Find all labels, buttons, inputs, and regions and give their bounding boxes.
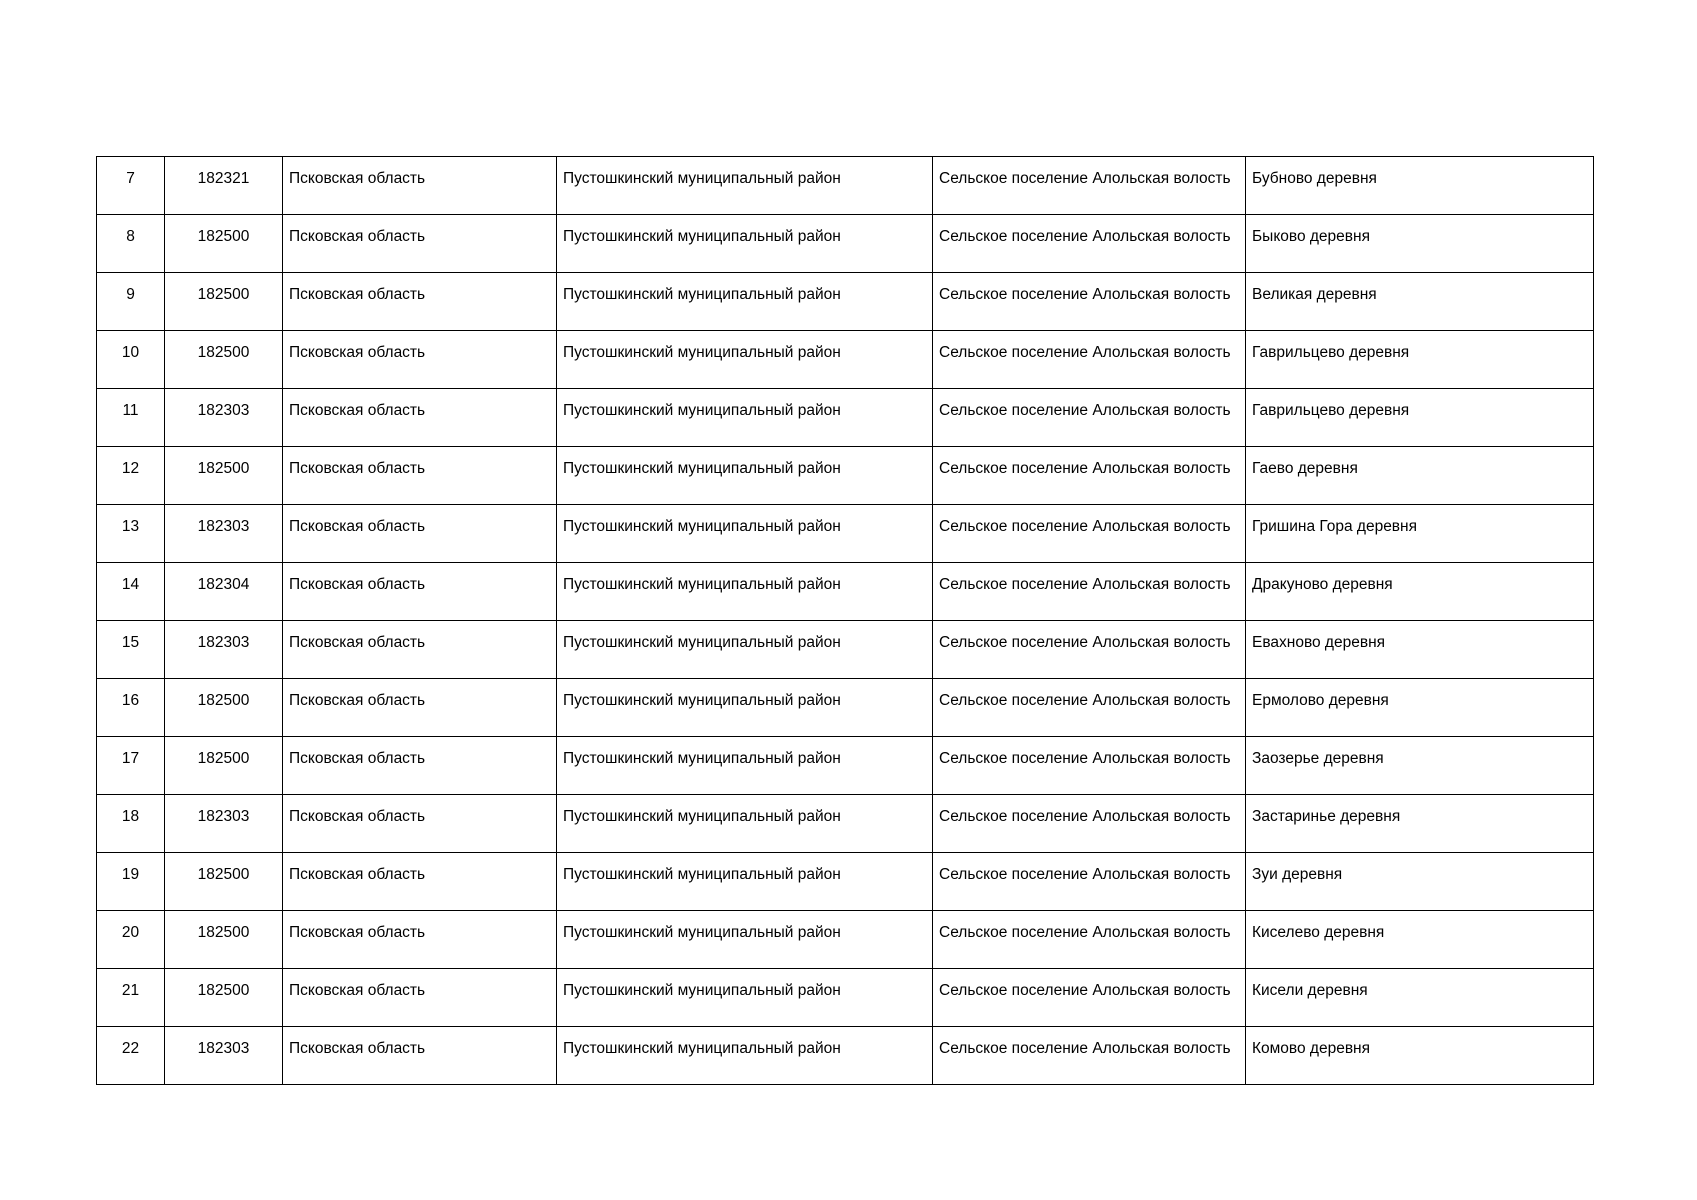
settlement-cell: Сельское поселение Алольская волость <box>933 969 1246 1027</box>
table-row <box>97 969 1594 1027</box>
settlement-cell: Сельское поселение Алольская волость <box>933 795 1246 853</box>
settlement-cell: Сельское поселение Алольская волость <box>933 563 1246 621</box>
table-row <box>97 505 1594 563</box>
row-number-cell: 9 <box>97 273 165 331</box>
settlement-cell: Сельское поселение Алольская волость <box>933 621 1246 679</box>
region-cell: Псковская область <box>283 331 557 389</box>
postal-index-cell: 182303 <box>165 1027 283 1085</box>
settlements-table <box>96 156 1594 1085</box>
settlement-cell: Сельское поселение Алольская волость <box>933 389 1246 447</box>
row-number-cell: 7 <box>97 157 165 215</box>
table-body <box>97 157 1594 1085</box>
row-number-cell: 10 <box>97 331 165 389</box>
postal-index-cell: 182303 <box>165 389 283 447</box>
locality-cell: Гаврильцево деревня <box>1246 389 1594 447</box>
locality-cell: Зуи деревня <box>1246 853 1594 911</box>
locality-cell: Евахново деревня <box>1246 621 1594 679</box>
row-number-cell: 17 <box>97 737 165 795</box>
settlement-cell: Сельское поселение Алольская волость <box>933 853 1246 911</box>
region-cell: Псковская область <box>283 737 557 795</box>
district-cell: Пустошкинский муниципальный район <box>557 505 933 563</box>
locality-cell: Гаврильцево деревня <box>1246 331 1594 389</box>
table-row <box>97 389 1594 447</box>
district-cell: Пустошкинский муниципальный район <box>557 331 933 389</box>
postal-index-cell: 182304 <box>165 563 283 621</box>
settlement-cell: Сельское поселение Алольская волость <box>933 157 1246 215</box>
locality-cell: Великая деревня <box>1246 273 1594 331</box>
locality-cell: Гаево деревня <box>1246 447 1594 505</box>
locality-cell: Дракуново деревня <box>1246 563 1594 621</box>
region-cell: Псковская область <box>283 911 557 969</box>
postal-index-cell: 182321 <box>165 157 283 215</box>
settlement-cell: Сельское поселение Алольская волость <box>933 505 1246 563</box>
district-cell: Пустошкинский муниципальный район <box>557 621 933 679</box>
region-cell: Псковская область <box>283 215 557 273</box>
table-row <box>97 737 1594 795</box>
locality-cell: Комово деревня <box>1246 1027 1594 1085</box>
postal-index-cell: 182500 <box>165 911 283 969</box>
locality-cell: Киселево деревня <box>1246 911 1594 969</box>
row-number-cell: 15 <box>97 621 165 679</box>
table-row <box>97 331 1594 389</box>
district-cell: Пустошкинский муниципальный район <box>557 911 933 969</box>
postal-index-cell: 182500 <box>165 853 283 911</box>
district-cell: Пустошкинский муниципальный район <box>557 737 933 795</box>
region-cell: Псковская область <box>283 157 557 215</box>
settlement-cell: Сельское поселение Алольская волость <box>933 679 1246 737</box>
region-cell: Псковская область <box>283 563 557 621</box>
row-number-cell: 21 <box>97 969 165 1027</box>
postal-index-cell: 182500 <box>165 331 283 389</box>
table-row <box>97 1027 1594 1085</box>
district-cell: Пустошкинский муниципальный район <box>557 389 933 447</box>
row-number-cell: 22 <box>97 1027 165 1085</box>
district-cell: Пустошкинский муниципальный район <box>557 679 933 737</box>
table-row <box>97 911 1594 969</box>
postal-index-cell: 182500 <box>165 273 283 331</box>
table-row <box>97 795 1594 853</box>
district-cell: Пустошкинский муниципальный район <box>557 1027 933 1085</box>
row-number-cell: 16 <box>97 679 165 737</box>
region-cell: Псковская область <box>283 969 557 1027</box>
postal-index-cell: 182500 <box>165 679 283 737</box>
district-cell: Пустошкинский муниципальный район <box>557 969 933 1027</box>
district-cell: Пустошкинский муниципальный район <box>557 215 933 273</box>
locality-cell: Заозерье деревня <box>1246 737 1594 795</box>
region-cell: Псковская область <box>283 621 557 679</box>
settlement-cell: Сельское поселение Алольская волость <box>933 911 1246 969</box>
postal-index-cell: 182500 <box>165 447 283 505</box>
region-cell: Псковская область <box>283 795 557 853</box>
locality-cell: Ермолово деревня <box>1246 679 1594 737</box>
locality-cell: Бубново деревня <box>1246 157 1594 215</box>
table-row <box>97 621 1594 679</box>
region-cell: Псковская область <box>283 679 557 737</box>
row-number-cell: 13 <box>97 505 165 563</box>
settlement-cell: Сельское поселение Алольская волость <box>933 447 1246 505</box>
locality-cell: Застаринье деревня <box>1246 795 1594 853</box>
row-number-cell: 19 <box>97 853 165 911</box>
table-row <box>97 157 1594 215</box>
district-cell: Пустошкинский муниципальный район <box>557 273 933 331</box>
postal-index-cell: 182500 <box>165 969 283 1027</box>
locality-cell: Быково деревня <box>1246 215 1594 273</box>
settlement-cell: Сельское поселение Алольская волость <box>933 215 1246 273</box>
district-cell: Пустошкинский муниципальный район <box>557 795 933 853</box>
row-number-cell: 20 <box>97 911 165 969</box>
district-cell: Пустошкинский муниципальный район <box>557 853 933 911</box>
region-cell: Псковская область <box>283 505 557 563</box>
row-number-cell: 18 <box>97 795 165 853</box>
district-cell: Пустошкинский муниципальный район <box>557 563 933 621</box>
postal-index-cell: 182303 <box>165 505 283 563</box>
postal-index-cell: 182303 <box>165 795 283 853</box>
region-cell: Псковская область <box>283 273 557 331</box>
table-row <box>97 563 1594 621</box>
locality-cell: Кисели деревня <box>1246 969 1594 1027</box>
region-cell: Псковская область <box>283 1027 557 1085</box>
table-row <box>97 447 1594 505</box>
table-row <box>97 273 1594 331</box>
region-cell: Псковская область <box>283 389 557 447</box>
postal-index-cell: 182303 <box>165 621 283 679</box>
table-row <box>97 679 1594 737</box>
district-cell: Пустошкинский муниципальный район <box>557 447 933 505</box>
row-number-cell: 14 <box>97 563 165 621</box>
settlement-cell: Сельское поселение Алольская волость <box>933 331 1246 389</box>
row-number-cell: 11 <box>97 389 165 447</box>
postal-index-cell: 182500 <box>165 737 283 795</box>
settlement-cell: Сельское поселение Алольская волость <box>933 737 1246 795</box>
table-row <box>97 215 1594 273</box>
district-cell: Пустошкинский муниципальный район <box>557 157 933 215</box>
table-row <box>97 853 1594 911</box>
row-number-cell: 8 <box>97 215 165 273</box>
region-cell: Псковская область <box>283 447 557 505</box>
region-cell: Псковская область <box>283 853 557 911</box>
row-number-cell: 12 <box>97 447 165 505</box>
postal-index-cell: 182500 <box>165 215 283 273</box>
locality-cell: Гришина Гора деревня <box>1246 505 1594 563</box>
settlement-cell: Сельское поселение Алольская волость <box>933 1027 1246 1085</box>
settlement-cell: Сельское поселение Алольская волость <box>933 273 1246 331</box>
